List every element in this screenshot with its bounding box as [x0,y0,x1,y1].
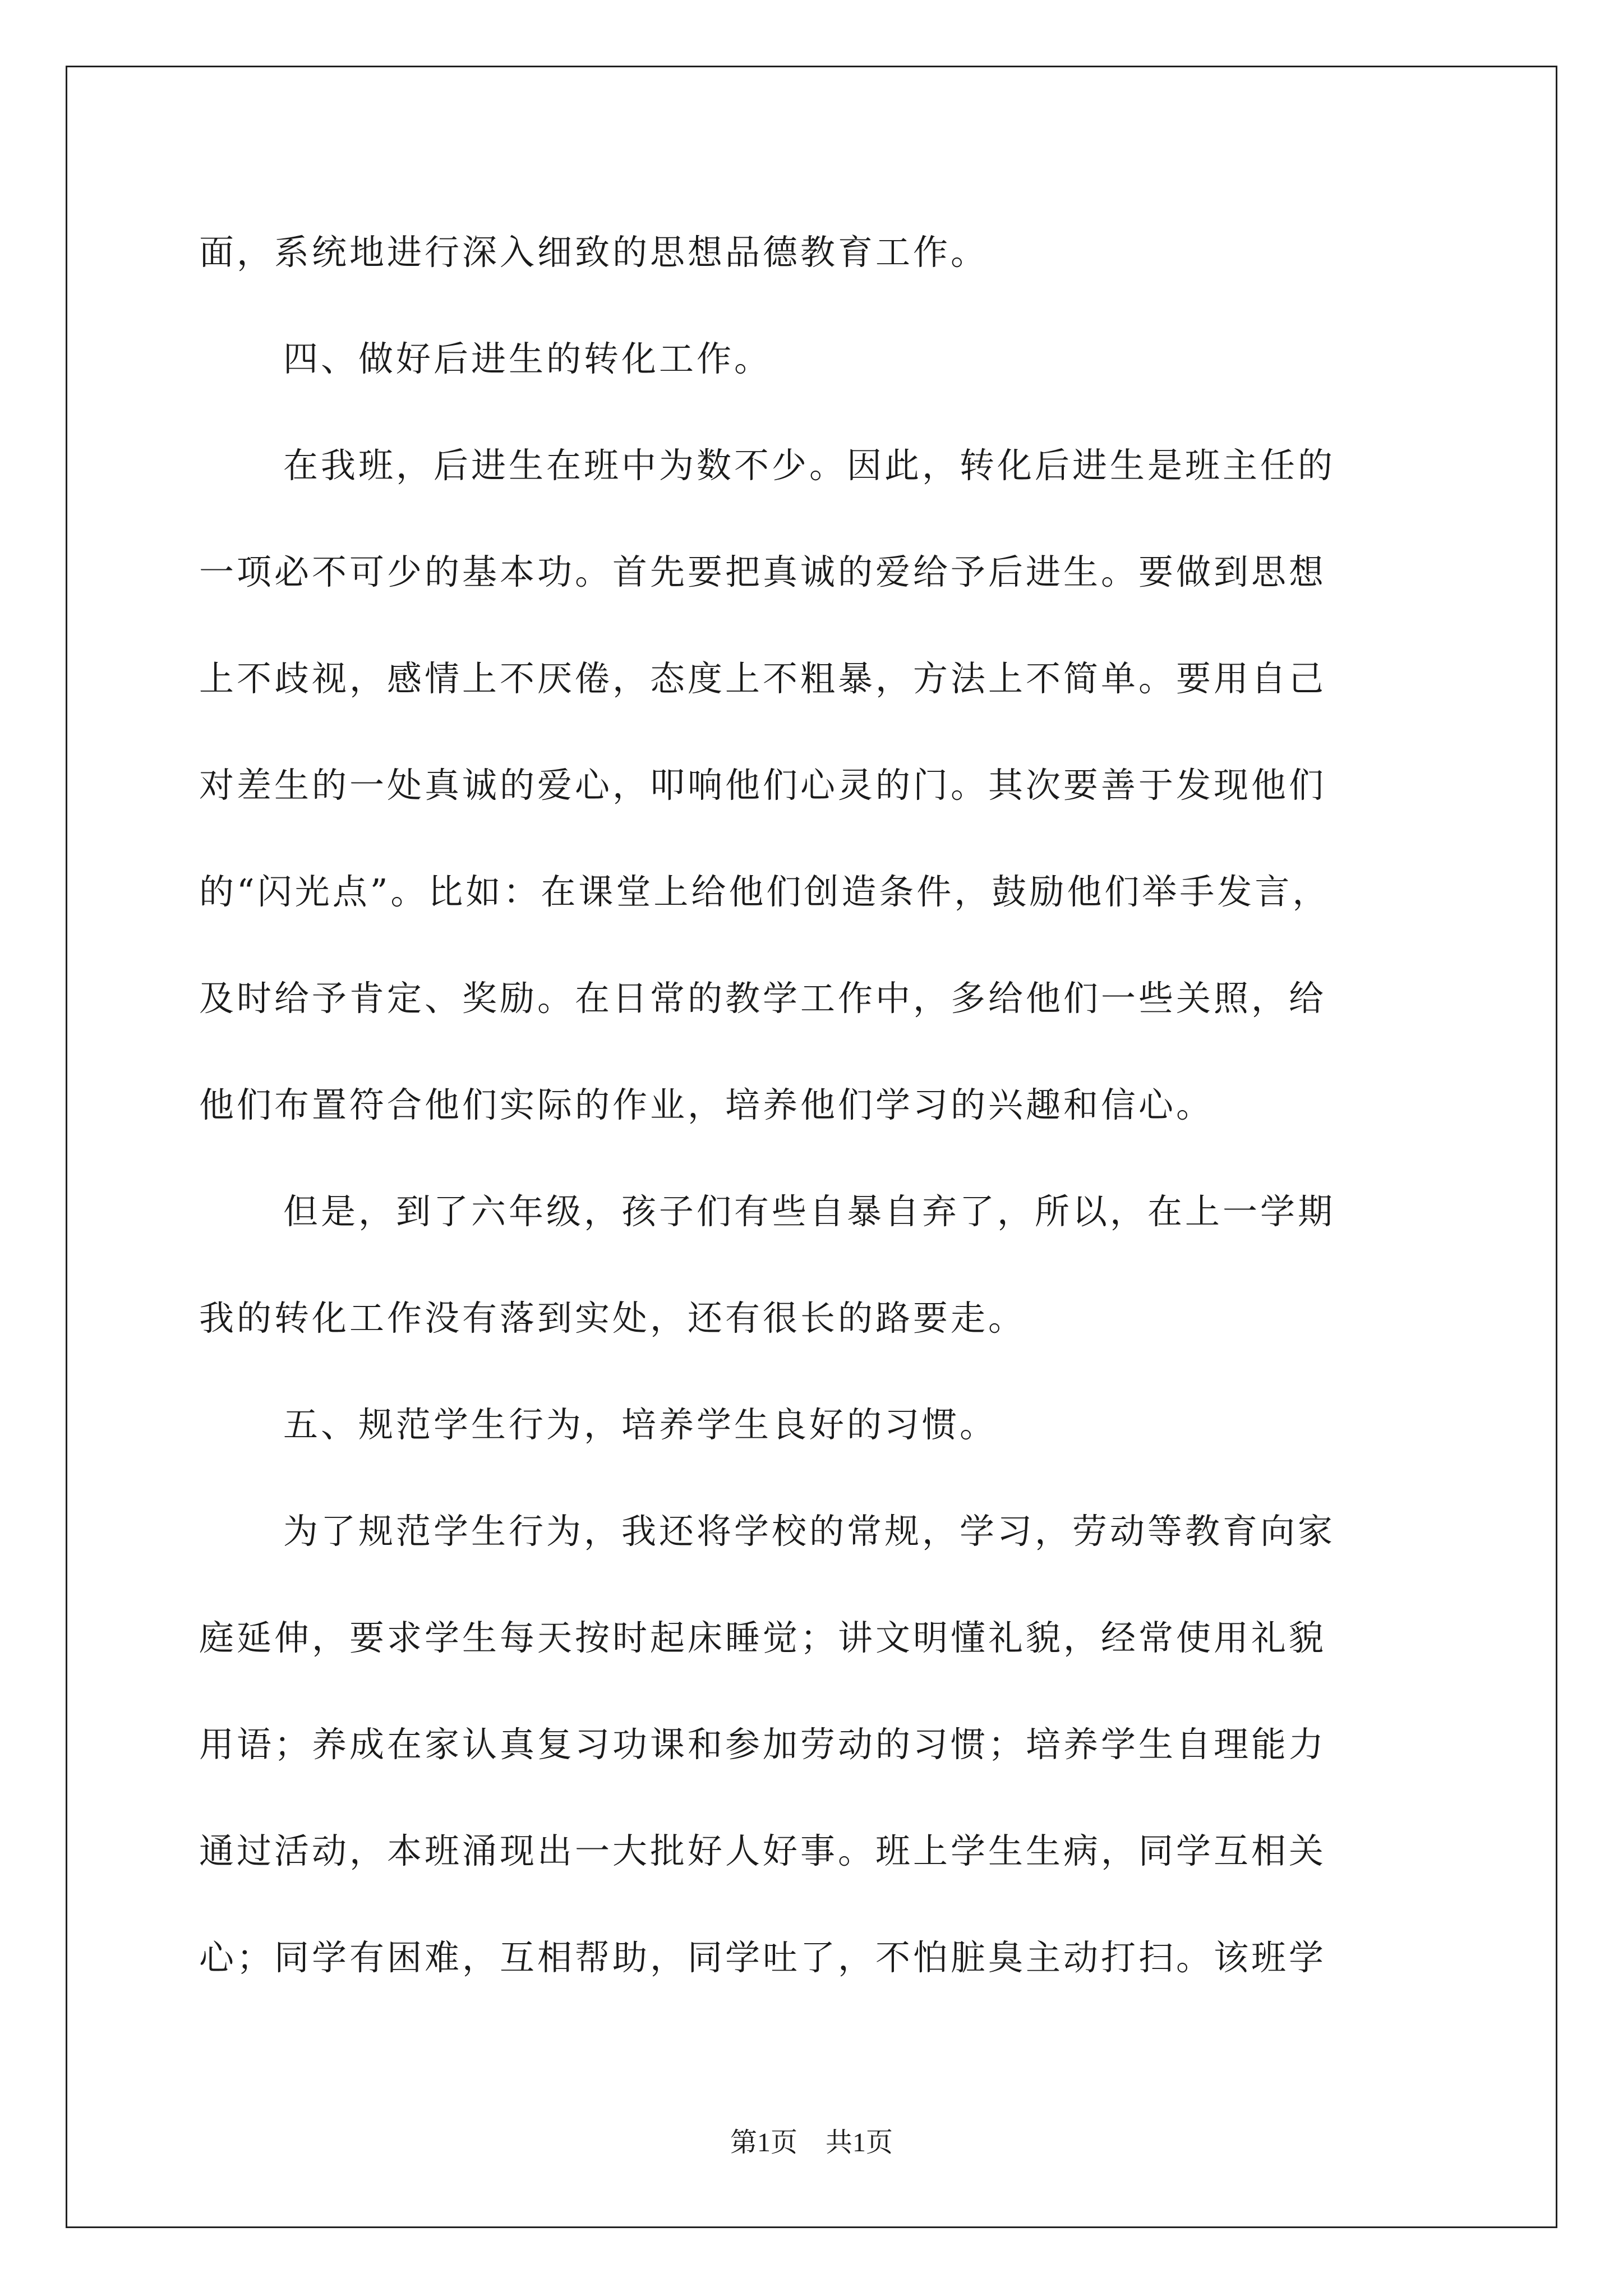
text-line: 在我班，后进生在班中为数不少。因此，转化后进生是班主任的 [283,445,1336,486]
text-line: 用语；养成在家认真复习功课和参加劳动的习惯；培养学生自理能力 [199,1724,1327,1765]
text-line: 的“闪光点”。比如：在课堂上给他们创造条件，鼓励他们举手发言， [199,871,1330,912]
page-total: 共1页 [826,2128,893,2157]
page-number: 第1页 [730,2128,797,2157]
text-line: 对差生的一处真诚的爱心，叩响他们心灵的门。其次要善于发现他们 [199,765,1327,806]
section-heading: 四、做好后进生的转化工作。 [283,338,772,379]
text-line: 通过活动，本班涌现出一大批好人好事。班上学生生病，同学互相关 [199,1830,1327,1871]
text-line: 面，系统地进行深入细致的思想品德教育工作。 [199,232,989,273]
section-heading: 五、规范学生行为，培养学生良好的习惯。 [283,1404,998,1445]
text-line: 一项必不可少的基本功。首先要把真诚的爱给予后进生。要做到思想 [199,551,1327,592]
text-line: 庭延伸，要求学生每天按时起床睡觉；讲文明懂礼貌，经常使用礼貌 [199,1617,1327,1658]
text-line: 我的转化工作没有落到实处，还有很长的路要走。 [199,1297,1026,1338]
document-body [199,199,1455,2011]
text-line: 但是，到了六年级，孩子们有些自暴自弃了，所以，在上一学期 [283,1191,1336,1232]
text-line: 他们布置符合他们实际的作业，培养他们学习的兴趣和信心。 [199,1084,1214,1125]
text-line: 心；同学有困难，互相帮助，同学吐了，不怕脏臭主动打扫。该班学 [199,1937,1327,1978]
page-footer [0,2126,1623,2160]
text-line: 上不歧视，感情上不厌倦，态度上不粗暴，方法上不简单。要用自己 [199,658,1327,699]
text-line: 及时给予肯定、奖励。在日常的教学工作中，多给他们一些关照，给 [199,978,1327,1019]
text-line: 为了规范学生行为，我还将学校的常规，学习，劳动等教育向家 [283,1511,1336,1552]
